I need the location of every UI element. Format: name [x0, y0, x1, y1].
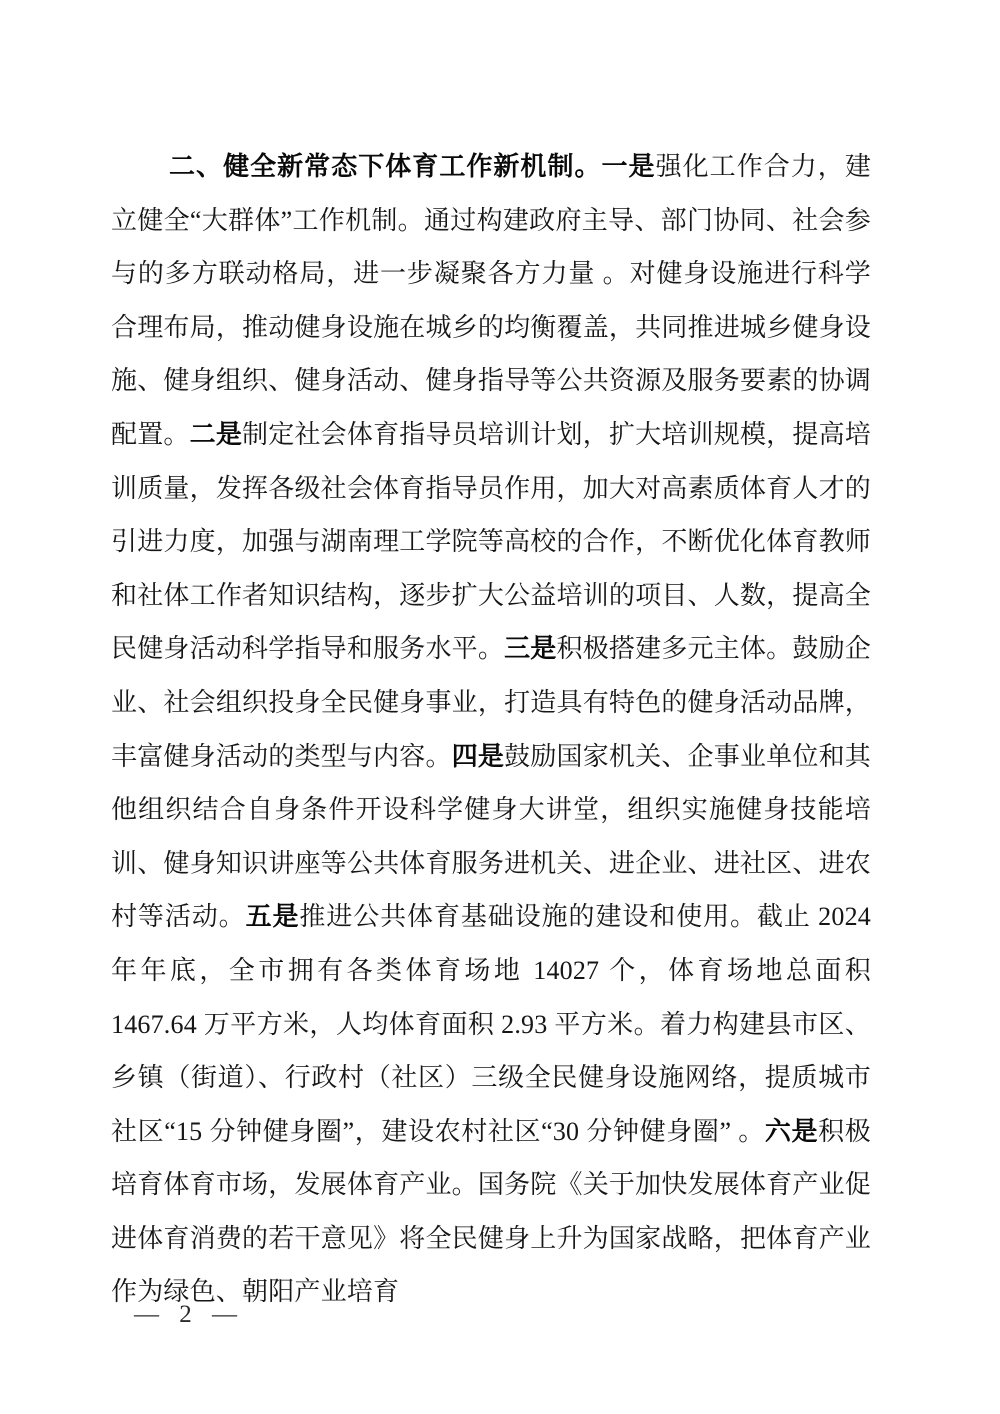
emphasis-segment: 一是	[601, 151, 656, 181]
body-text-segment: 强化工作合力，建立健全“大群体”工作机制。通过构建政府主导、部门协同、社会参与的多方联动格局，进一步凝聚各方力量 。对健身设施进行科学合理布局，推动健身设施在城乡的均衡覆盖，共同推进城乡健身设施、健身组织、健身活动、健身指导等公共资源及服务要素的协调配置。	[111, 152, 872, 449]
emphasis-segment: 二是	[189, 418, 243, 449]
body-text-segment: 积极搭建多元主体。鼓励企业、社会组织投身全民健身事业，打造具有特色的健身活动品牌，丰富健身活动的类型与内容。	[111, 634, 871, 771]
body-text-segment: 鼓励国家机关、企事业单位和其他组织结合自身条件开设科学健身大讲堂，组织实施健身技能培训、健身知识讲座等公共体育服务进机关、进企业、进社区、进农村等活动。	[111, 741, 871, 932]
emphasis-segment: 四是	[451, 740, 505, 771]
emphasis-segment: 三是	[504, 633, 557, 664]
paragraph	[111, 140, 871, 1319]
body-text-segment: 积极培育体育市场，发展体育产业。国务院《关于加快发展体育产业促进体育消费的若干意见》将全民健身上升为国家战略，把体育产业作为绿色、朝阳产业培育	[111, 1116, 871, 1307]
emphasis-segment: 二、健全新常态下体育工作新机制。	[169, 151, 602, 181]
emphasis-segment: 五是	[245, 901, 300, 932]
body-text-segment: 推进公共体育基础设施的建设和使用。截止 2024 年年底，全市拥有各类体育场地 14027 个，体育场地总面积 1467.64 万平方米，人均体育面积 2.93 平方米。着力构建县市区、乡镇（街道）、行政村（社区）三级全民健身设施网络，提质城市社区“15 分钟健身圈”，建设农村社区“30 分钟健身圈” 。	[111, 902, 871, 1146]
body-text-segment: 制定社会体育指导员培训计划，扩大培训规模，提高培训质量，发挥各级社会体育指导员作用，加大对高素质体育人才的引进力度，加强与湖南理工学院等高校的合作，不断优化体育教师和社体工作者知识结构，逐步扩大公益培训的项目、人数，提高全民健身活动科学指导和服务水平。	[111, 419, 871, 664]
page-number: — 2 —	[134, 1301, 238, 1328]
emphasis-segment: 六是	[764, 1115, 819, 1146]
